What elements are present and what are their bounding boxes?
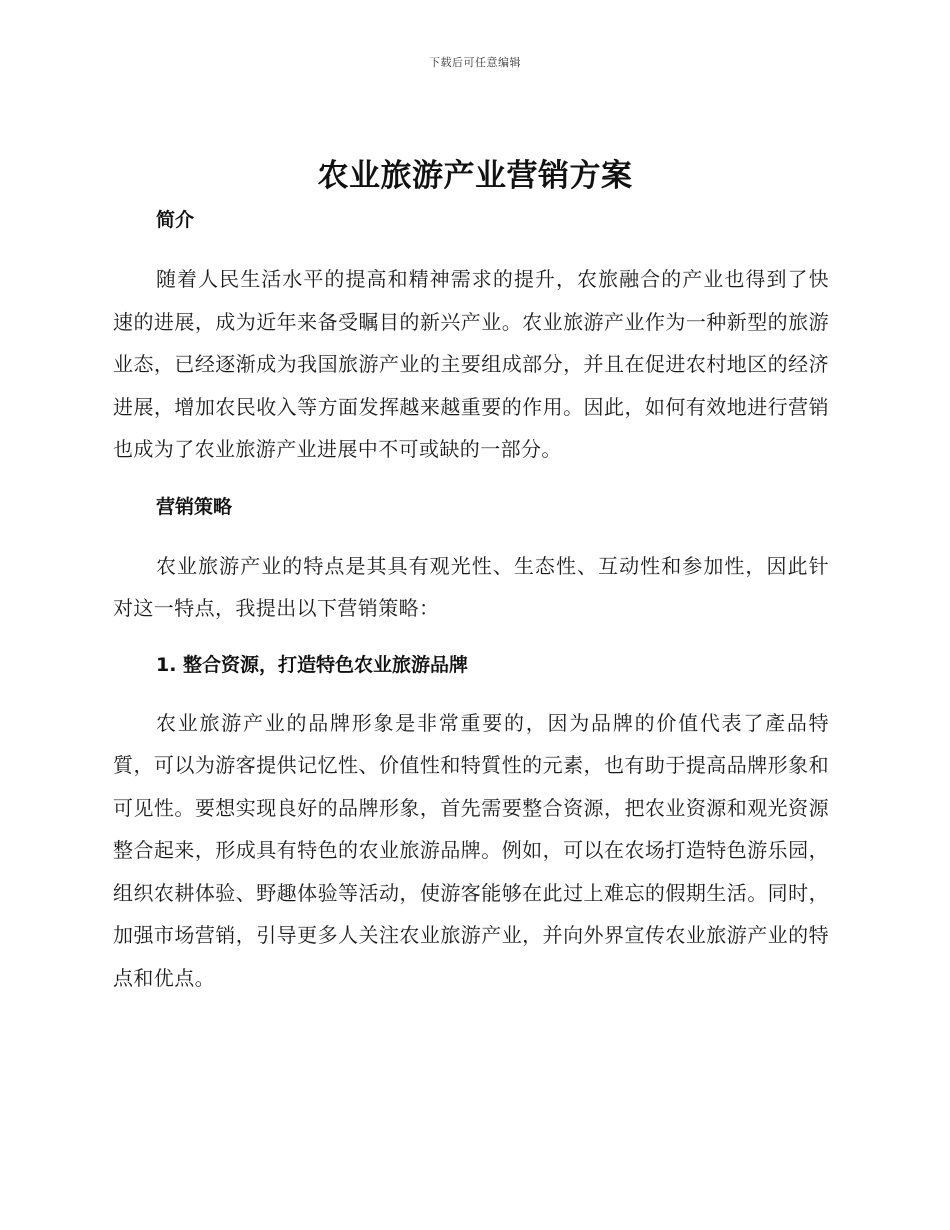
section-paragraph-brand: 农业旅游产业的品牌形象是非常重要的，因为品牌的价值代表了產品特質，可以为游客提供记忆性、价值性和特質性的元素，也有助于提高品牌形象和可见性。要想实现良好的品牌形象，首先需要整合资源，把农业资源和观光资源整合起来，形成具有特色的农业旅游品牌。例如，可以在农场打造特色游乐园，组织农耕体验、野趣体验等活动，使游客能够在此过上难忘的假期生活。同时，加强市场营销，引导更多人关注农业旅游产业，并向外界宣传农业旅游产业的特点和优点。	[113, 710, 829, 990]
document-title: 农业旅游产业营销方案	[317, 158, 633, 194]
header-note: 下载后可任意编辑	[429, 56, 521, 69]
document-body	[113, 203, 829, 999]
section-heading-brand: 1. 整合资源，打造特色农业旅游品牌	[156, 653, 469, 676]
section-paragraph-intro: 随着人民生活水平的提高和精神需求的提升，农旅融合的产业也得到了快速的进展，成为近年来备受瞩目的新兴产业。农业旅游产业作为一种新型的旅游业态，已经逐渐成为我国旅游产业的主要组成部分，并且在促进农村地区的经济进展，增加农民收入等方面发挥越来越重要的作用。因此，如何有效地进行营销也成为了农业旅游产业进展中不可或缺的一部分。	[113, 267, 829, 461]
section-paragraph-marketing-strategy: 农业旅游产业的特点是其具有观光性、生态性、互动性和参加性，因此针对这一特点，我提出以下营销策略：	[113, 553, 829, 620]
section-heading-intro: 简介	[156, 209, 195, 231]
section-heading-marketing-strategy: 营销策略	[156, 495, 233, 518]
